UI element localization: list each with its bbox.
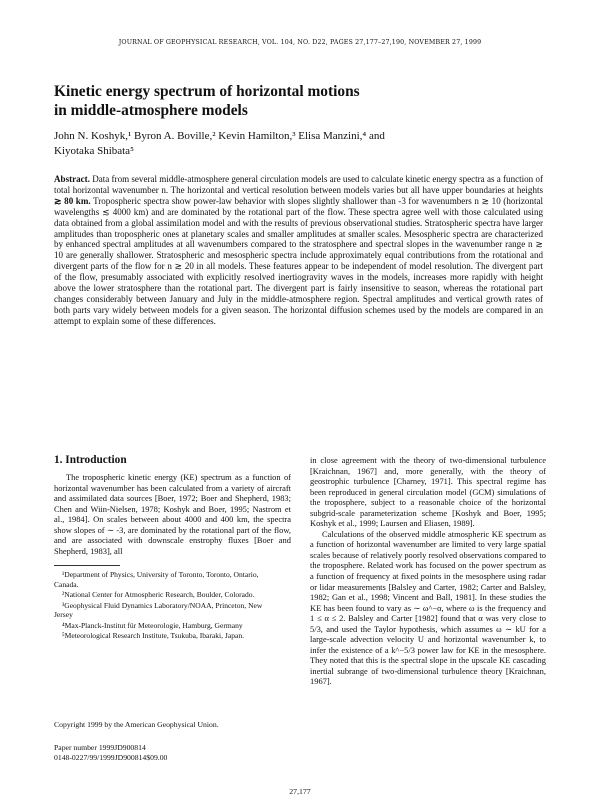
footnote-affiliation: ³Geophysical Fluid Dynamics Laboratory/NOAA, Princeton, New Jersey — [54, 600, 263, 620]
intro-paragraph-right-1: in close agreement with the theory of two-dimensional turbulence [Kraichnan, 1967] and, more generally, with the theory of geostrophic turbulence [Charney, 1971]. This spectral regime has been reproduced in general circulation model (GCM) simulations of the troposphere, subject to a reasonable choice of the horizontal subgrid-scale parameterization scheme [Koshyk and Boer, 1995; Koshyk et al., 1999; Laursen and Eliasen, 1989]. — [310, 455, 546, 529]
authors-line-1: John N. Koshyk,¹ Byron A. Boville,² Kevin Hamilton,³ Elisa Manzini,⁴ and — [54, 130, 385, 142]
section-heading: 1. Introduction — [54, 454, 127, 466]
intro-paragraph-right-2: Calculations of the observed middle atmospheric KE spectrum as a function of horizontal wavenumber are limited to very large spatial scales because of relatively poorly resolved observations compared to the troposphere. Related work has focused on the power spectrum as a function of frequency at fixed points in the mesosphere using radar or lidar measurements [Balsley and Carter, 1982; Carter and Balsley, 1982; Gan et al., 1998; Vincent and Ball, 1981]. In these studies the KE has been found to vary as ∼ ω^−α, where ω is the frequency and 1 ≤ α ≤ 2. Balsley and Carter [1982] found that α was very close to 5/3, and used the Taylor hypothesis, which assumes ω ∼ kU for a large-scale advection velocity U and horizontal wavenumber k, to infer the existence of a k^−5/3 power law for KE in the mesosphere. They noted that this is the spectral slope in the upscale KE cascading inertial subrange of two-dimensional turbulence theory [Kraichnan, 1967]. — [310, 528, 546, 687]
abstract-bold-value: ≳ 80 km. — [54, 195, 91, 206]
title-line-2: in middle-atmosphere models — [54, 102, 248, 119]
issn-line: 0148-0227/99/1999JD900814$09.00 — [54, 753, 168, 762]
running-head: JOURNAL OF GEOPHYSICAL RESEARCH, VOL. 104, NO. D22, PAGES 27,177–27,190, NOVEMBER 27, 1999 — [118, 39, 482, 46]
article-title — [54, 82, 554, 120]
intro-paragraph-left: The tropospheric kinetic energy (KE) spectrum as a function of horizontal wavenumber has been calculated from a variety of aircraft and assimilated data sources [Boer, 1972; Boer and Shepherd, 1983; Chen and Wiin-Nielsen, 1978; Koshyk and Boer, 1995; Nastrom et al., 1984]. On scales between about 4000 and 400 km, the spectra show slopes of ∼ -3, are dominated by the rotational part of the flow, and are associated with downscale enstrophy fluxes [Boer and Shepherd, 1983], all — [54, 472, 291, 556]
footnote-affiliation: ¹Department of Physics, University of Toronto, Toronto, Ontario, Canada. — [54, 570, 259, 589]
abstract-text-b: Tropospheric spectra show power-law behavior with slopes slightly shallower than -3 for wavenumbers n ≳ 10 (horizontal wavelengths ≲ 4000 km) and are dominated by the rotational part of the flow. These spectra agree well with those calculated using data obtained from a global assimilation model and with the results of previous observational studies. Stratospheric spectra have larger amplitudes than tropospheric ones at planetary scales and smaller amplitudes at smaller scales. Mesospheric spectra are characterized by enhanced spectral amplitudes at all wavenumbers compared to the stratosphere and spectral slopes in the wavenumber range n ≳ 10 are generally shallower. Stratospheric and mesospheric spectra include approximately equal contributions from the rotational and divergent parts of the flow for n ≳ 20 in all models. These features appear to be independent of model resolution. The divergent part of the flow, presumably associated with explicitly resolved inertiogravity waves in the models, increases more rapidly with height above the lower stratosphere than the rotational part. The divergent part is fairly insensitive to season, whereas the rotational part changes considerably between January and July in the middle-atmosphere region. Spectral amplitudes and vertical growth rates of both parts vary widely between models for a given season. The horizontal diffusion schemes used by the models are compared in an attempt to explain some of these differences. — [54, 195, 543, 326]
right-column — [310, 455, 546, 687]
copyright-notice: Copyright 1999 by the American Geophysical Union. — [54, 720, 219, 729]
page-number: 27,177 — [289, 787, 311, 796]
paper-identifier — [54, 743, 294, 763]
footnote-affiliation: ⁵Meteorological Research Institute, Tsukuba, Ibaraki, Japan. — [62, 631, 244, 641]
abstract-text-a: Data from several middle-atmosphere general circulation models are used to calculate kinetic energy spectra as a function of total horizontal wavenumber n. The horizontal and vertical resolution between models varies but all have upper boundaries at heights — [54, 174, 543, 195]
footnote-divider — [54, 565, 120, 566]
footnotes — [54, 570, 291, 641]
abstract-label: Abstract. — [54, 174, 90, 184]
footnote-affiliation: ⁴Max-Planck-Institut für Meteorologie, Hamburg, Germany — [62, 620, 243, 630]
paper-number: Paper number 1999JD900814 — [54, 743, 146, 752]
authors-line-2: Kiyotaka Shibata⁵ — [54, 145, 134, 157]
title-line-1: Kinetic energy spectrum of horizontal motions — [54, 83, 360, 100]
abstract — [54, 174, 543, 327]
left-column — [54, 454, 291, 642]
footnote-affiliation: ²National Center for Atmospheric Research, Boulder, Colorado. — [62, 590, 255, 600]
author-list — [54, 129, 554, 159]
